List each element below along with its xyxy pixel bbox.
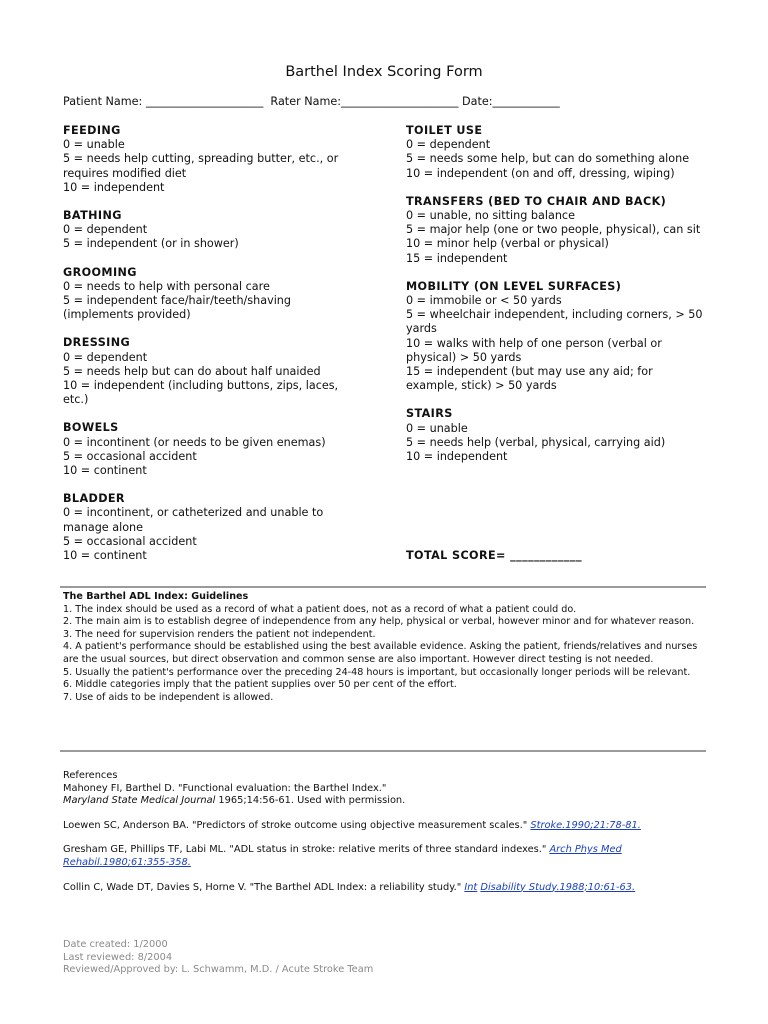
guideline-item: 3. The need for supervision renders the patient not independent. <box>63 628 376 640</box>
spacer <box>63 870 703 882</box>
score-option: 5 = major help (one or two people, physical), can sit <box>406 223 701 237</box>
score-option: 0 = needs to help with personal care <box>63 279 270 293</box>
references-heading: References <box>63 770 118 781</box>
spacer <box>63 832 703 844</box>
score-option: 5 = needs help cutting, spreading butter, etc., or requires modified diet <box>63 152 339 180</box>
reference-2 <box>63 820 703 833</box>
section-title: MOBILITY (ON LEVEL SURFACES) <box>406 279 622 293</box>
date-created: Date created: 1/2000 <box>63 939 168 950</box>
reference-3 <box>63 844 703 869</box>
section-bladder <box>63 492 363 563</box>
score-option: 15 = independent (but may use any aid; for example, stick) > 50 yards <box>406 365 653 393</box>
section-bowels <box>63 421 363 478</box>
reference-3-text: Gresham GE, Phillips TF, Labi ML. "ADL status in stroke: relative merits of three standard indexes." <box>63 844 550 856</box>
section-title: BLADDER <box>63 492 125 506</box>
reference-4-link-journal[interactable]: Int <box>464 881 478 893</box>
score-option: 0 = immobile or < 50 yards <box>406 294 562 308</box>
references-block <box>63 770 703 894</box>
section-bathing <box>63 209 363 252</box>
page-title: Barthel Index Scoring Form <box>285 64 483 80</box>
guideline-item: 4. A patient's performance should be established using the best available evidence. Asking the patient, friends/relatives and nurses are the usual sources, but direct observation and common sense are also important. However direct testing is not needed. <box>63 641 698 665</box>
reference-2-text: Loewen SC, Anderson BA. "Predictors of stroke outcome using objective measurement scales." <box>63 819 531 831</box>
score-option: 10 = walks with help of one person (verbal or physical) > 50 yards <box>406 336 662 364</box>
score-option: 5 = needs help but can do about half unaided <box>63 364 321 378</box>
section-dressing <box>63 336 363 407</box>
last-reviewed: Last reviewed: 8/2004 <box>63 951 173 963</box>
reference-2-link[interactable]: Stroke.1990;21:78-81. <box>530 819 641 831</box>
patient-rater-date-line: Patient Name: _____________________ Rater Name:_____________________ Date:____________ <box>63 95 560 108</box>
section-grooming <box>63 266 363 323</box>
divider <box>60 750 706 752</box>
reviewed-approved-by: Reviewed/Approved by: L. Schwamm, M.D. / Acute Stroke Team <box>63 964 374 976</box>
reference-1-line2 <box>63 795 703 808</box>
score-option: 0 = unable, no sitting balance <box>406 209 575 223</box>
score-option: 0 = unable <box>406 421 468 435</box>
section-title: DRESSING <box>63 336 131 350</box>
guideline-item: 2. The main aim is to establish degree of independence from any help, physical or verbal, however minor and for whatever reason. <box>63 616 695 628</box>
score-option: 0 = incontinent, or catheterized and unable to manage alone <box>63 506 324 534</box>
guideline-item: 7. Use of aids to be independent is allowed. <box>63 691 274 703</box>
divider <box>60 586 706 588</box>
score-option: 0 = incontinent (or needs to be given enemas) <box>63 435 326 449</box>
section-title: TRANSFERS (BED TO CHAIR AND BACK) <box>406 194 667 208</box>
guidelines-block <box>63 591 703 704</box>
score-option: 10 = independent (on and off, dressing, wiping) <box>406 166 675 180</box>
score-option: 5 = needs help (verbal, physical, carrying aid) <box>406 435 666 449</box>
reference-1-line1: Mahoney FI, Barthel D. "Functional evaluation: the Barthel Index." <box>63 782 387 794</box>
score-option: 0 = dependent <box>63 223 148 237</box>
score-option: 5 = independent (or in shower) <box>63 237 239 251</box>
section-title: GROOMING <box>63 265 137 279</box>
score-option: 0 = unable <box>63 138 125 152</box>
score-option: 10 = minor help (verbal or physical) <box>406 237 609 251</box>
section-title: FEEDING <box>63 124 121 137</box>
reference-4-text: Collin C, Wade DT, Davies S, Horne V. "The Barthel ADL Index: a reliability study." <box>63 881 465 893</box>
reference-1-rest: 1965;14:56-61. Used with permission. <box>215 795 406 807</box>
score-option: 0 = dependent <box>63 350 148 364</box>
score-option: 5 = needs some help, but can do something alone <box>406 152 690 166</box>
score-option: 15 = independent <box>406 251 508 265</box>
spacer <box>63 808 703 820</box>
section-mobility <box>406 280 706 394</box>
section-title: STAIRS <box>406 407 453 421</box>
right-column <box>406 124 706 478</box>
score-option: 10 = independent <box>406 450 508 464</box>
section-toilet-use <box>406 124 706 181</box>
score-option: 5 = occasional accident <box>63 534 197 548</box>
footer-metadata <box>63 939 373 977</box>
section-title: TOILET USE <box>406 124 483 137</box>
score-option: 10 = continent <box>63 464 147 478</box>
section-transfers <box>406 195 706 266</box>
score-option: 10 = independent <box>63 180 165 194</box>
section-feeding <box>63 124 363 195</box>
guideline-item: 6. Middle categories imply that the patient supplies over 50 per cent of the effort. <box>63 679 457 691</box>
score-option: 10 = continent <box>63 549 147 563</box>
guideline-item: 1. The index should be used as a record of what a patient does, not as a record of what a patient could do. <box>63 603 577 615</box>
score-option: 10 = independent (including buttons, zips, laces, etc.) <box>63 379 339 407</box>
reference-1-journal: Maryland State Medical Journal <box>63 795 216 807</box>
section-stairs <box>406 407 706 464</box>
guidelines-title: The Barthel ADL Index: Guidelines <box>63 591 249 602</box>
score-option: 5 = wheelchair independent, including corners, > 50 yards <box>406 308 703 336</box>
left-column <box>63 124 363 577</box>
score-option: 5 = occasional accident <box>63 449 197 463</box>
guideline-item: 5. Usually the patient's performance over the preceding 24-48 hours is important, but occasionally longer periods will be relevant. <box>63 666 691 678</box>
section-title: BATHING <box>63 209 122 223</box>
total-score-line: TOTAL SCORE= ____________ <box>406 549 583 562</box>
score-option: 5 = independent face/hair/teeth/shaving (implements provided) <box>63 294 291 322</box>
reference-4 <box>63 882 703 895</box>
reference-4-link-study[interactable]: Disability Study.1988;10:61-63. <box>480 881 636 893</box>
score-option: 0 = dependent <box>406 138 491 152</box>
section-title: BOWELS <box>63 421 119 435</box>
reference-3-link[interactable]: Arch Phys Med Rehabil.1980;61:355-358. <box>63 844 622 868</box>
